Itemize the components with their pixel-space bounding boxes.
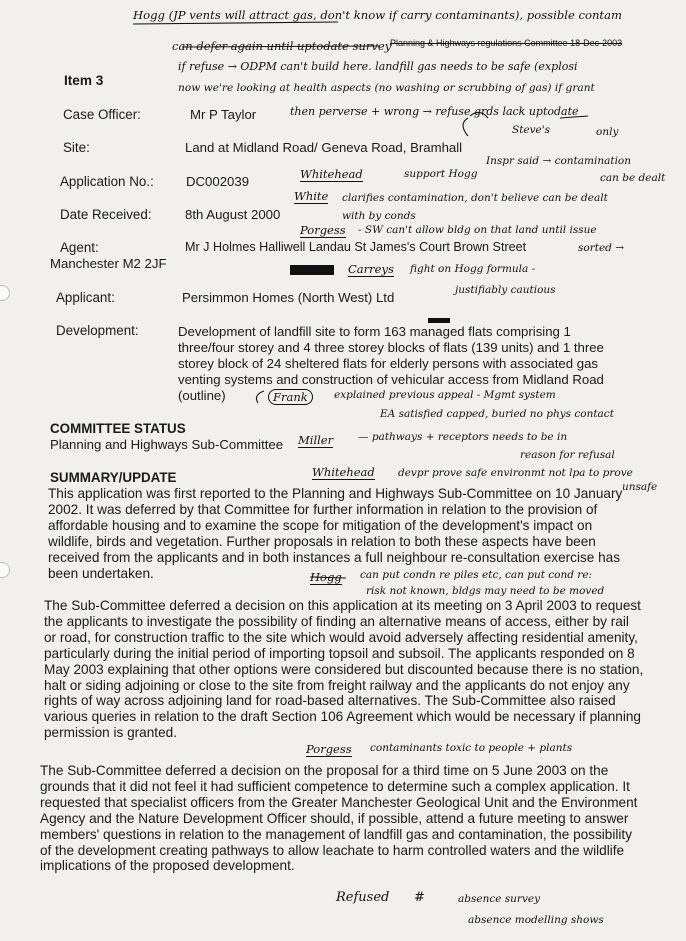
handwritten-note: absence modelling shows: [468, 914, 604, 926]
handwritten-note: now we're looking at health aspects (no washing or scrubbing of gas) if grant: [178, 82, 595, 94]
binder-hole: [0, 285, 10, 301]
handwritten-name: Porgess: [306, 742, 352, 756]
development-line: venting systems and construction of vehicular access from Midland Road: [178, 372, 604, 387]
redaction-mark: [428, 318, 450, 323]
site-value: Land at Midland Road/ Geneva Road, Bramhall: [185, 140, 463, 155]
handwritten-note: EA satisfied capped, buried no phys contact: [380, 408, 614, 420]
item-number: Item 3: [64, 73, 104, 88]
case-officer-label: Case Officer:: [63, 107, 141, 122]
handwritten-note: reason for refusal: [520, 449, 615, 461]
committee-status-value: Planning and Highways Sub-Committee: [50, 437, 284, 452]
handwritten-note: justifiably cautious: [455, 284, 556, 296]
handwritten-name: Porgess: [300, 223, 346, 237]
site-label: Site:: [63, 140, 90, 155]
handwritten-note: then perverse + wrong → refuse grds lack uptodate: [290, 105, 579, 118]
development-line: storey block of 24 sheltered flats for elderly persons with associated gas: [178, 356, 599, 371]
application-no-value: DC002039: [186, 174, 250, 189]
handwritten-note: fight on Hogg formula -: [410, 263, 536, 275]
handwritten-name: Hogg: [310, 570, 342, 584]
committee-status-heading: COMMITTEE STATUS: [50, 421, 186, 436]
handwritten-note: contaminants toxic to people + plants: [370, 742, 573, 754]
handwritten-name: Whitehead: [312, 465, 375, 479]
handwritten-name: Frank: [268, 389, 313, 405]
agent-value-city: Manchester M2 2JF: [50, 256, 167, 271]
handwritten-note: support Hogg: [404, 168, 478, 180]
handwritten-note: - SW can't allow bldg on that land until issue: [358, 224, 597, 236]
handwritten-note: can be dealt: [600, 172, 666, 184]
handwritten-note: can defer again until uptodate survey: [172, 39, 392, 53]
development-line: Development of landfill site to form 163 managed flats comprising 1: [178, 324, 571, 339]
handwritten-name: Whitehead: [300, 167, 363, 181]
redaction-mark: [290, 265, 334, 275]
summary-heading: SUMMARY/UPDATE: [50, 470, 177, 485]
summary-paragraph-1: This application was first reported to the Planning and Highways Sub-Committee on 10 January 2002. It was deferred by that Committee for further information in relation to the provision of affordable housing and to examine the scope for mitigation of the development's impact on wildlife, birds and vegetation. Further proposals in relation to both these aspects have been received from the applicants and in both instances a full neighbour re-consultation exercise has been undertaken.: [48, 486, 623, 581]
handwritten-note: with by conds: [342, 210, 416, 222]
summary-paragraph-2: The Sub-Committee deferred a decision on this application at its meeting on 3 April 2003 to request the applicants to investigate the possibility of finding an alternative means of access, either by rail or road, for construction traffic to the site which would avoid adversely affecting residential amenity, particularly during the initial period of importing topsoil and subsoil. The applicants responded on 8 May 2003 explaining that other options were considered but discounted because there is no station, halt or siding adjoining or close to the site from freight railway and the applicants do not enjoy any rights of way across adjoining land for road-based alternatives. The Sub-Committee also raised various queries in relation to the draft Section 106 Agreement which would be necessary if planning permission is granted.: [44, 598, 644, 741]
application-no-label: Application No.:: [60, 174, 154, 189]
handwritten-note: devpr prove safe environmt not lpa to prove: [398, 467, 633, 479]
development-label: Development:: [56, 323, 139, 338]
handwritten-note: risk not known, bldgs may need to be moved: [366, 585, 605, 597]
handwritten-note: can put condn re piles etc, can put cond re:: [360, 569, 593, 581]
development-line: three/four storey and 4 three storey blocks of flats (139 units) and 1 three: [178, 340, 604, 355]
handwritten-note: Inspr said → contamination: [486, 155, 632, 167]
applicant-value: Persimmon Homes (North West) Ltd: [182, 290, 395, 305]
handwritten-note: Steve's: [512, 124, 551, 136]
handwritten-note: clarifies contamination, don't believe can be dealt: [342, 192, 608, 204]
date-received-label: Date Received:: [60, 207, 152, 222]
handwritten-note: only: [596, 126, 619, 138]
hash-mark: #: [414, 890, 425, 905]
date-received-value: 8th August 2000: [185, 207, 281, 222]
handwritten-decision: Refused: [336, 890, 390, 905]
binder-hole: [0, 562, 10, 578]
summary-paragraph-3: The Sub-Committee deferred a decision on the proposal for a third time on 5 June 2003 on the grounds that it did not feel it had sufficient competence to determine such a complex application. It requested that specialist officers from the Greater Manchester Geological Unit and the Environment Agency and the Nature Development Officer should, if possible, attend a future meeting to answer members' questions in relation to the management of landfill gas and contamination, the possibility of the development creating pathways to allow leachate to harm controlled waters and the wildlife implications of the proposed development.: [40, 763, 638, 874]
handwritten-name: White: [294, 189, 329, 203]
handwritten-name: Miller: [298, 433, 334, 447]
applicant-label: Applicant:: [56, 290, 115, 305]
handwritten-note: absence survey: [458, 893, 541, 905]
agent-value: Mr J Holmes Halliwell Landau St James's Court Brown Street: [185, 240, 527, 254]
handwritten-note: — pathways + receptors needs to be in: [358, 431, 568, 443]
struck-header: Planning & Highways regulations Committee 18-Dec-2003: [390, 38, 623, 48]
handwritten-note: Hogg (JP vents will attract gas, don't know if carry contaminants), possible contam: [133, 8, 622, 22]
agent-label: Agent:: [60, 240, 99, 255]
handwritten-note: unsafe: [622, 481, 658, 493]
handwritten-note: explained previous appeal - Mgmt system: [334, 389, 556, 401]
development-line: (outline): [178, 388, 226, 403]
handwritten-note: if refuse → ODPM can't build here. landfill gas needs to be safe (explosi: [178, 60, 578, 73]
case-officer-value: Mr P Taylor: [190, 107, 257, 122]
handwritten-name: Carreys: [348, 262, 394, 276]
handwritten-note: sorted →: [578, 242, 625, 254]
